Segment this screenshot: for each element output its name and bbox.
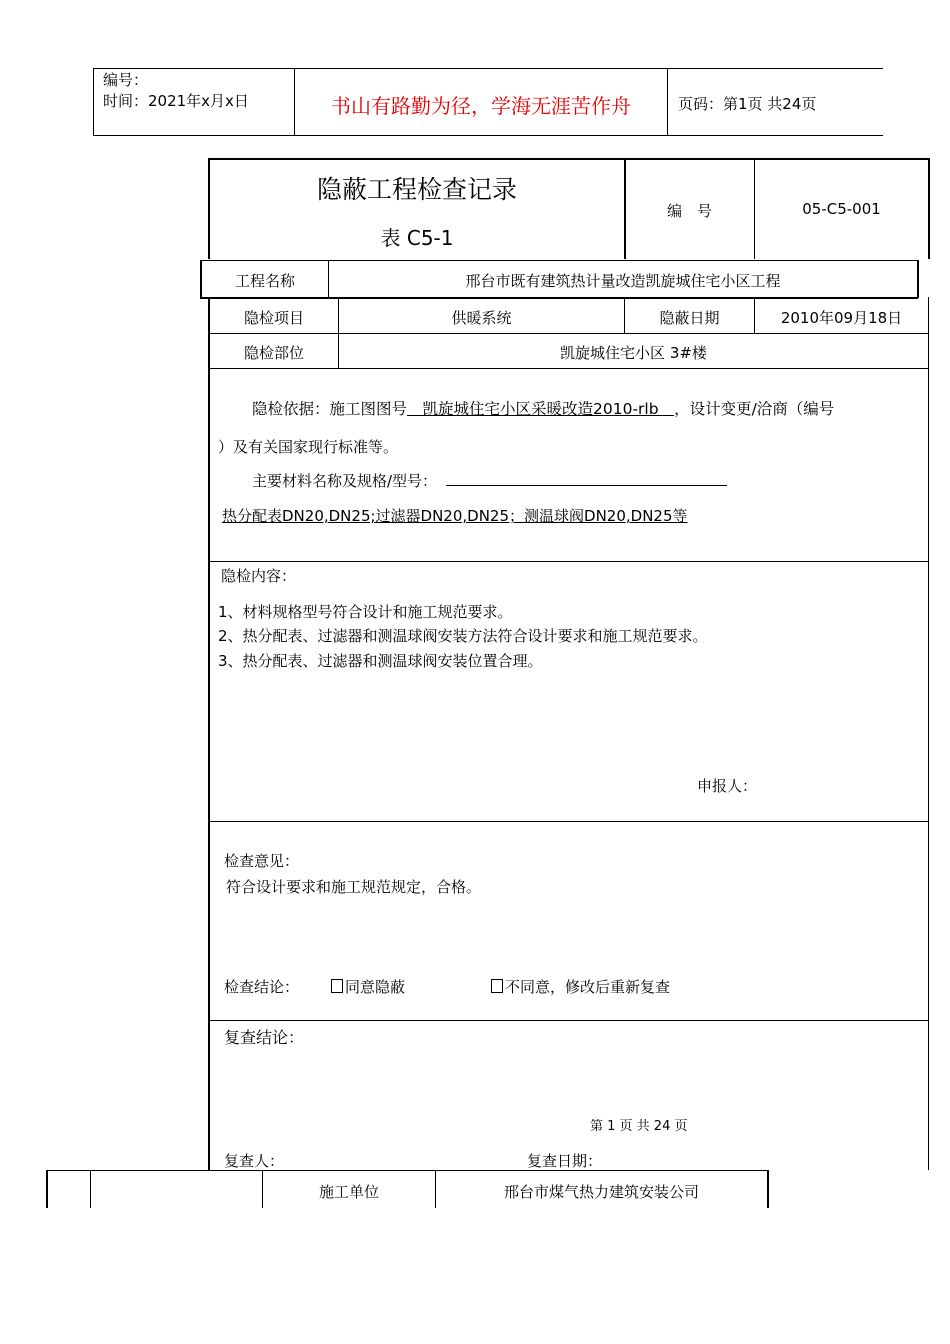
construction-unit-value: 邢台市煤气热力建筑安装公司 bbox=[503, 1183, 699, 1201]
date-value: 2010年09月18日 bbox=[780, 309, 903, 327]
page-footer: 第 1 页 共 24 页 bbox=[590, 1119, 688, 1134]
disagree-option-label: 不同意，修改后重新复查 bbox=[505, 978, 671, 996]
opinion-label: 检查意见： bbox=[224, 852, 300, 870]
materials-label: 主要材料名称及规格/型号： bbox=[252, 472, 438, 490]
project-name-label: 工程名称 bbox=[234, 272, 295, 290]
item-label: 隐检项目 bbox=[243, 309, 304, 327]
project-name-value: 邢台市既有建筑热计量改造凯旋城住宅小区工程 bbox=[465, 272, 781, 290]
conclusion-label: 检查结论： bbox=[224, 978, 300, 996]
form-number-value: 05-C5-001 bbox=[802, 200, 881, 218]
construction-unit-label: 施工单位 bbox=[318, 1183, 379, 1201]
item-value: 供暖系统 bbox=[451, 309, 512, 327]
date-label: 隐蔽日期 bbox=[659, 309, 720, 327]
form-number-label: 编 号 bbox=[666, 202, 712, 220]
agree-option-label: 同意隐蔽 bbox=[345, 978, 406, 996]
rechecker-label: 复查人： bbox=[224, 1152, 285, 1170]
recheck-label: 复查结论： bbox=[224, 1028, 305, 1047]
basis-line-2: ）及有关国家现行标准等。 bbox=[218, 438, 399, 456]
disagree-checkbox[interactable] bbox=[491, 979, 503, 993]
basis-prefix: 隐检依据：施工图图号 bbox=[252, 400, 408, 418]
header-number-label: 编号： bbox=[103, 71, 149, 89]
materials-value: 热分配表DN20,DN25;过滤器DN20,DN25；测温球阀DN20,DN25等 bbox=[222, 507, 688, 525]
agree-option[interactable] bbox=[331, 976, 405, 997]
header-motto: 书山有路勤为径，学海无涯苦作舟 bbox=[331, 94, 631, 118]
materials-underline bbox=[446, 485, 727, 486]
content-label: 隐检内容： bbox=[221, 567, 297, 585]
disagree-option[interactable] bbox=[491, 976, 670, 997]
recheck-date-label: 复查日期： bbox=[527, 1152, 603, 1170]
location-label: 隐检部位 bbox=[243, 344, 304, 362]
applicant-label: 申报人： bbox=[697, 777, 758, 795]
agree-checkbox[interactable] bbox=[331, 979, 343, 993]
content-item-3: 3、热分配表、过滤器和测温球阀安装位置合理。 bbox=[218, 652, 543, 670]
basis-suffix: ，设计变更/洽商（编号 bbox=[674, 400, 835, 418]
header-time-label: 时间：2021年x月x日 bbox=[103, 92, 249, 110]
header-page-info: 页码：第1页 共24页 bbox=[678, 95, 817, 113]
opinion-value: 符合设计要求和施工规范规定，合格。 bbox=[226, 878, 482, 896]
basis-line bbox=[252, 397, 928, 419]
basis-drawing-number: 凯旋城住宅小区采暖改造2010-rlb bbox=[407, 400, 675, 418]
location-value: 凯旋城住宅小区 3#楼 bbox=[560, 344, 707, 362]
content-item-2: 2、热分配表、过滤器和测温球阀安装方法符合设计要求和施工规范要求。 bbox=[218, 627, 708, 645]
content-item-1: 1、材料规格型号符合设计和施工规范要求。 bbox=[218, 603, 513, 621]
form-code: 表 C5-1 bbox=[380, 226, 454, 250]
form-title: 隐蔽工程检查记录 bbox=[316, 175, 517, 204]
